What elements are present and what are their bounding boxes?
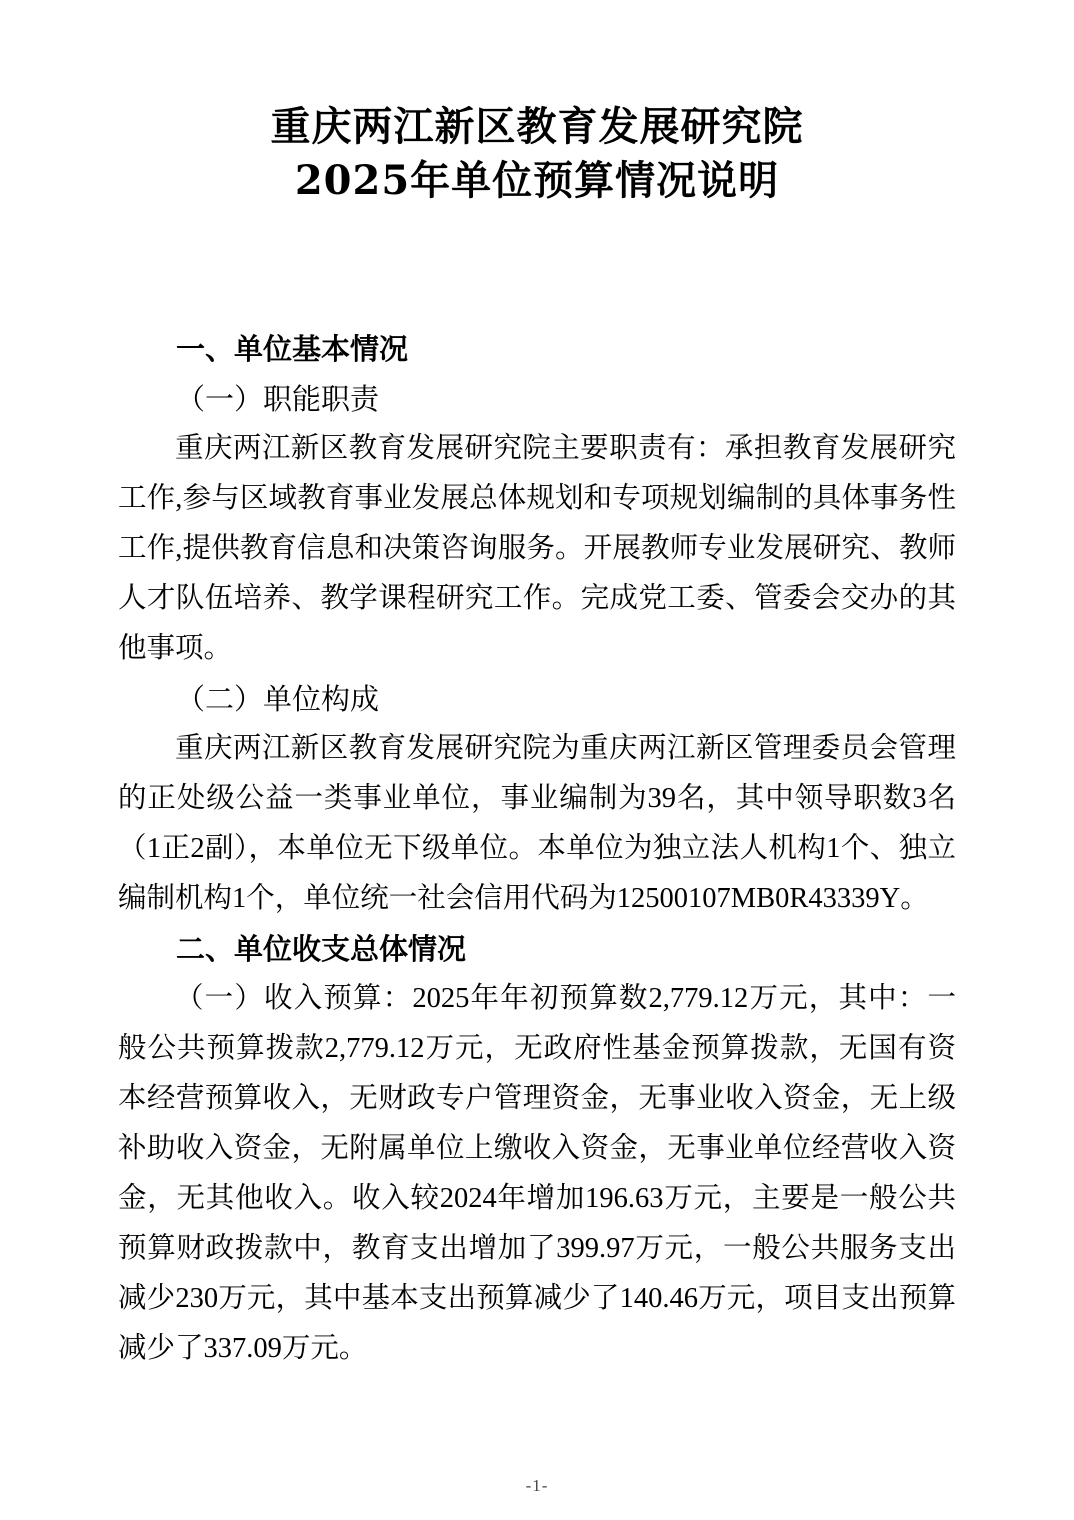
section-1-subsection-2-paragraph: 重庆两江新区教育发展研究院为重庆两江新区管理委员会管理的正处级公益一类事业单位，事业编制为39名，其中领导职数3名（1正2副），本单位无下级单位。本单位为独立法人机构1个、独立编制机构1个，单位统一社会信用代码为12500107MB0R43339Y。 bbox=[118, 733, 956, 914]
section-1-subsection-1-heading: （一）职能职责 bbox=[176, 382, 380, 416]
section-2-heading: 二、单位收支总体情况 bbox=[176, 932, 467, 966]
document-title bbox=[118, 100, 956, 208]
section-1-subsection-2-heading: （二）单位构成 bbox=[176, 682, 380, 716]
document-body bbox=[118, 324, 956, 1374]
document-title-line-2: 2025年单位预算情况说明 bbox=[294, 157, 780, 204]
section-1-subsection-1-paragraph: 重庆两江新区教育发展研究院主要职责有：承担教育发展研究工作,参与区域教育事业发展总体规划和专项规划编制的具体事务性工作,提供教育信息和决策咨询服务。开展教师专业发展研究、教师人才队伍培养、教学课程研究工作。完成党工委、管委会交办的其他事项。 bbox=[118, 433, 956, 664]
document-title-line-1: 重庆两江新区教育发展研究院 bbox=[270, 103, 804, 150]
page-number: -1- bbox=[525, 1476, 549, 1495]
section-2-paragraph-1: （一）收入预算：2025年年初预算数2,779.12万元，其中：一般公共预算拨款2,779.12万元，无政府性基金预算拨款，无国有资本经营预算收入，无财政专户管理资金，无事业收入资金，无上级补助收入资金，无附属单位上缴收入资金，无事业单位经营收入资金，无其他收入。收入较2024年增加196.63万元，主要是一般公共预算财政拨款中，教育支出增加了399.97万元，一般公共服务支出减少230万元，其中基本支出预算减少了140.46万元，项目支出预算减少了337.09万元。 bbox=[118, 983, 956, 1364]
section-1-heading: 一、单位基本情况 bbox=[176, 332, 409, 366]
page-footer bbox=[0, 1476, 1074, 1496]
